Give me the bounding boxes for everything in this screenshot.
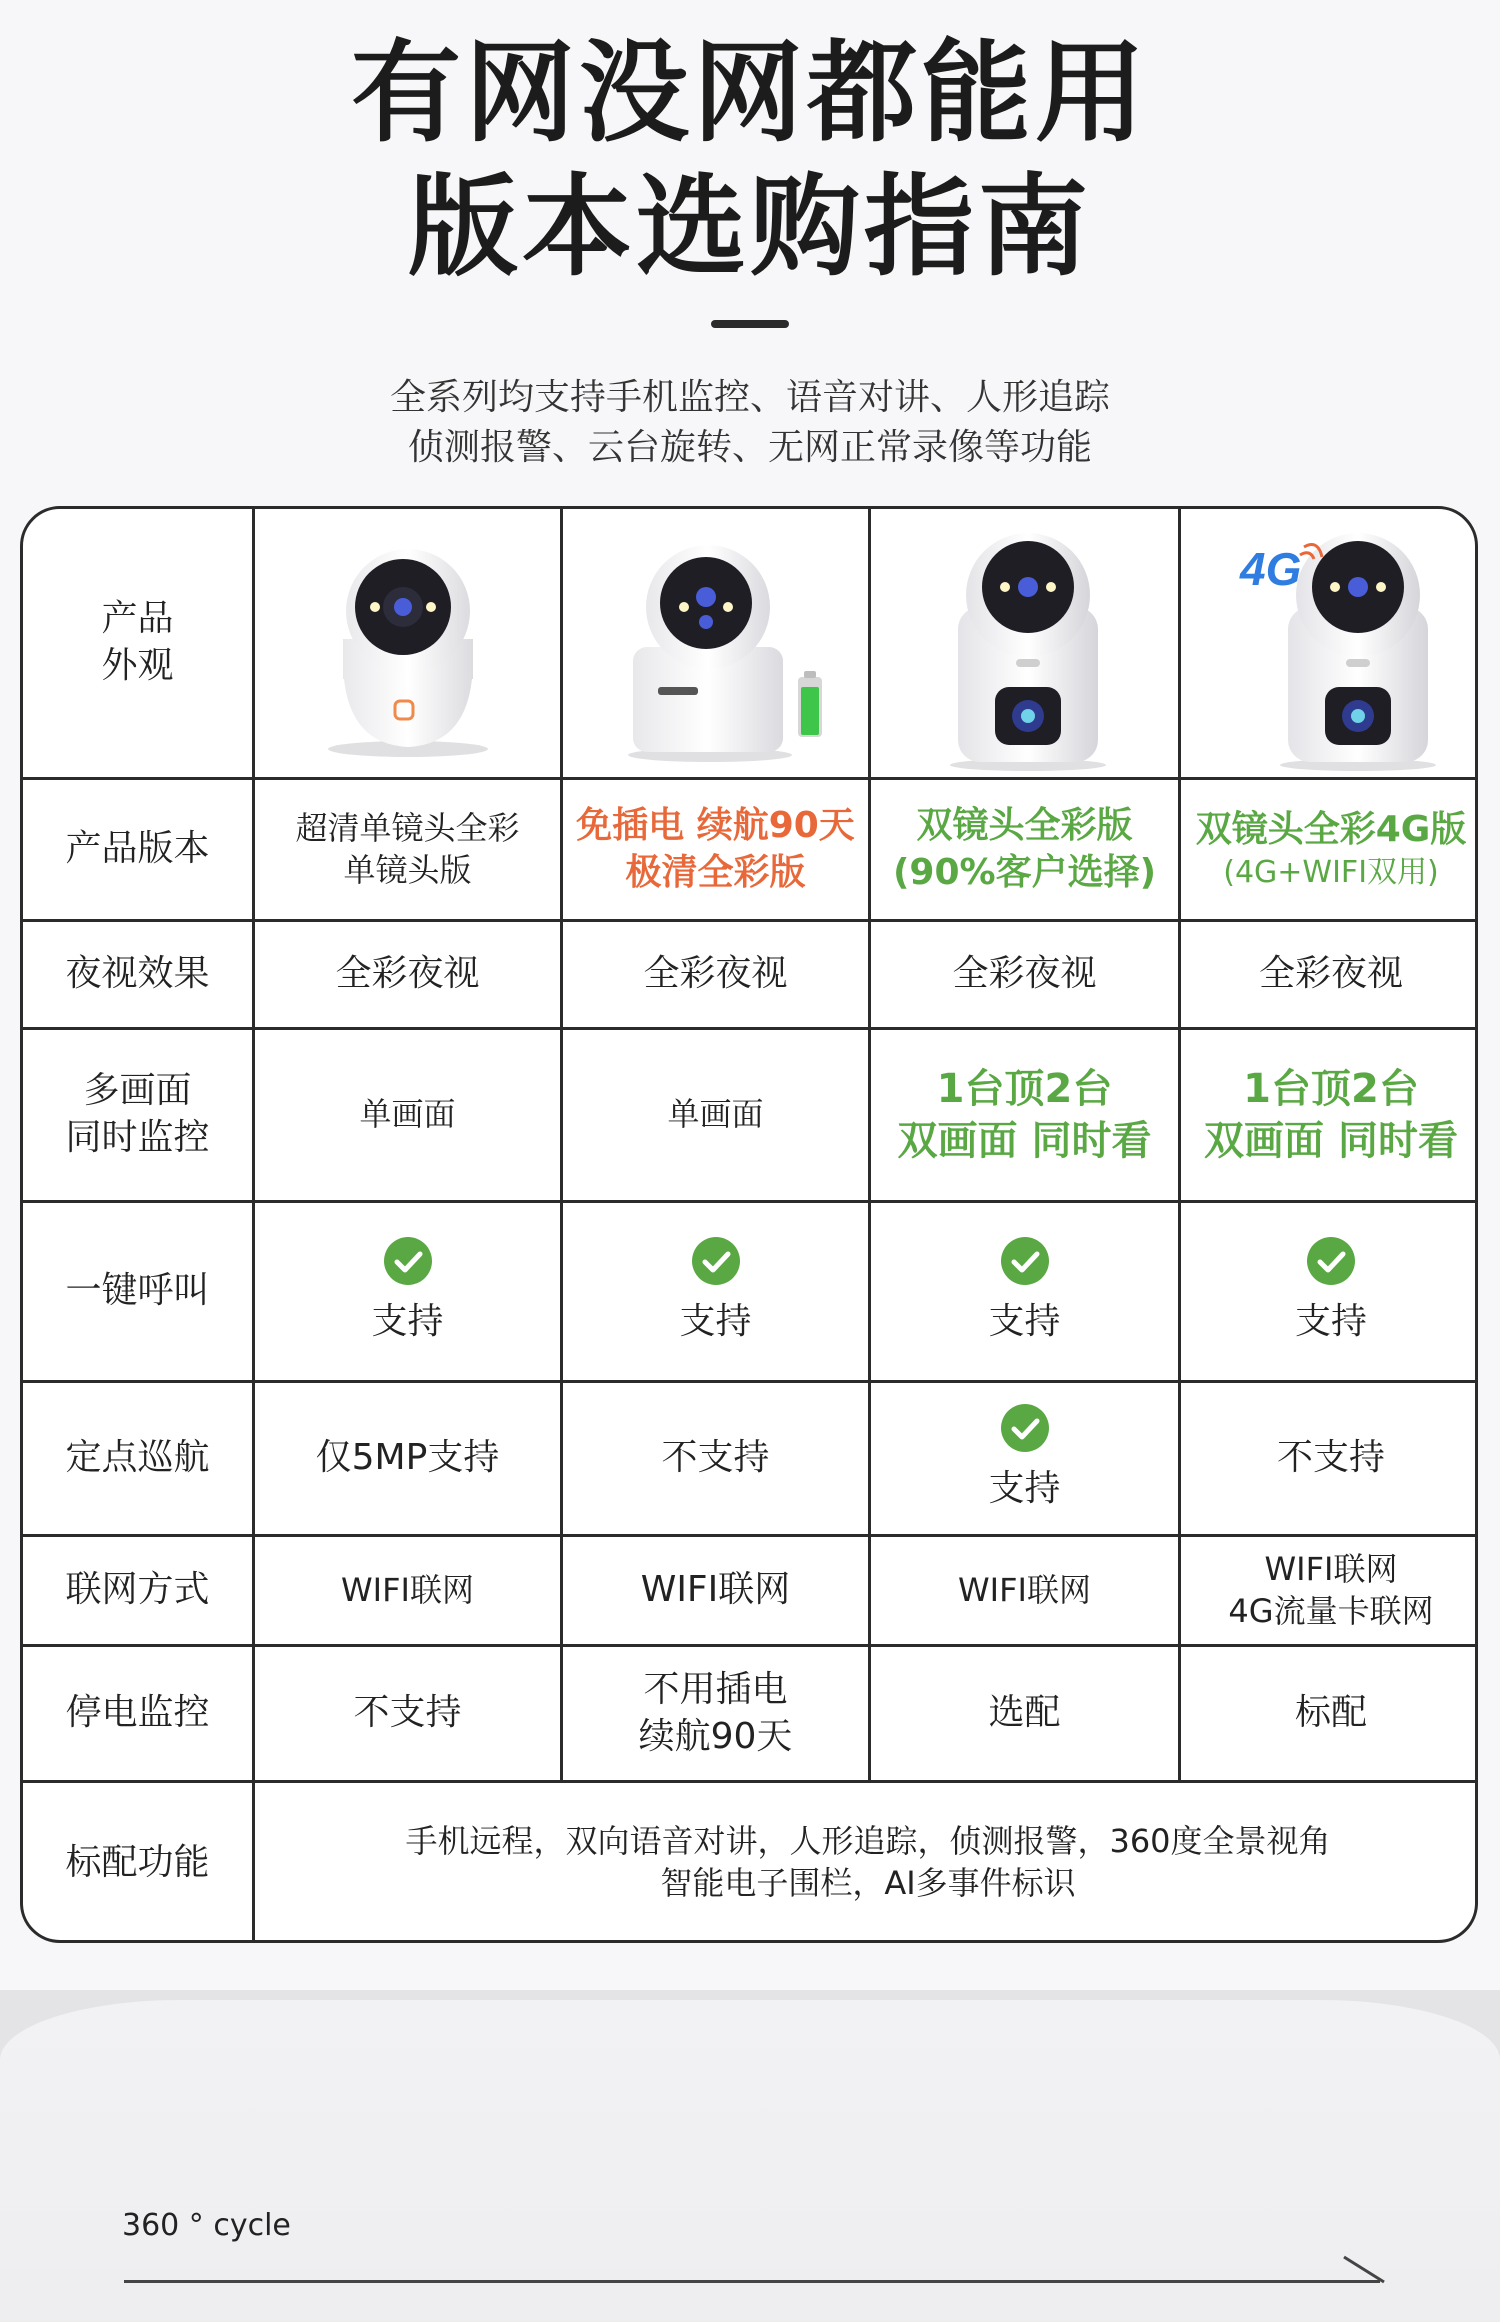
cycle-line (124, 2280, 1380, 2283)
page-title-line1: 有网没网都能用 (351, 29, 1149, 157)
power-text: 不支持 (353, 1692, 462, 1734)
night-cell-3 (871, 922, 1178, 1027)
network-text: WIFI联网 (341, 1570, 474, 1609)
subtitle-line2: 侦测报警、云台旋转、无网正常录像等功能 (407, 427, 1092, 468)
version-cell-3 (871, 780, 1178, 919)
camera-battery-image (618, 537, 838, 762)
page-title-line2: 版本选购指南 (408, 163, 1092, 291)
cruise-cell-2 (563, 1383, 868, 1534)
title-divider (711, 320, 789, 328)
cruise-text: 不支持 (661, 1437, 770, 1479)
power-text: 选配 (988, 1692, 1061, 1734)
power-cell-4 (1181, 1647, 1478, 1780)
row-header-appearance (23, 509, 252, 777)
version-text: 超清单镜头全彩 (295, 808, 520, 847)
call-text: 支持 (371, 1301, 444, 1343)
night-text: 全彩夜视 (952, 953, 1097, 995)
call-cell-3 (871, 1203, 1178, 1380)
check-icon (1001, 1404, 1049, 1452)
network-cell-3 (871, 1537, 1178, 1644)
standard-features-text: 智能电子围栏，AI多事件标识 (660, 1864, 1076, 1902)
version-text: 单镜头版 (343, 850, 472, 889)
call-cell-1 (255, 1203, 560, 1380)
row-header-text: 标配功能 (65, 1841, 210, 1883)
cruise-text: 支持 (988, 1468, 1061, 1510)
network-cell-2 (563, 1537, 868, 1644)
power-text: 标配 (1294, 1692, 1367, 1734)
multi-text: 单画面 (359, 1095, 456, 1134)
row-header-network (23, 1537, 252, 1644)
network-text: WIFI联网 (958, 1570, 1091, 1609)
bottom-card (0, 2000, 1500, 2322)
comparison-table (20, 506, 1478, 1943)
arrow-head-icon (1340, 2255, 1390, 2285)
version-text: 双镜头全彩4G版 (1195, 808, 1467, 850)
row-header-multi (23, 1030, 252, 1200)
row-header-power (23, 1647, 252, 1780)
multi-cell-3 (871, 1030, 1178, 1200)
night-text: 全彩夜视 (1258, 953, 1403, 995)
row-header-text: 联网方式 (65, 1569, 210, 1611)
version-text: 极清全彩版 (625, 851, 806, 893)
network-cell-1 (255, 1537, 560, 1644)
power-text: 续航90天 (638, 1715, 793, 1757)
cycle-label: 360 ° cycle (122, 2208, 291, 2243)
subtitle-line1: 全系列均支持手机监控、语音对讲、人形追踪 (389, 377, 1110, 418)
call-cell-4 (1181, 1203, 1478, 1380)
row-header-standard (23, 1783, 252, 1943)
cruise-cell-3 (871, 1383, 1178, 1534)
multi-text: 1台顶2台 (936, 1066, 1113, 1112)
cruise-text: 不支持 (1276, 1437, 1385, 1479)
network-text: WIFI联网 (640, 1569, 791, 1611)
check-icon (384, 1237, 432, 1285)
multi-cell-1 (255, 1030, 560, 1200)
standard-features-text: 手机远程，双向语音对讲，人形追踪，侦测报警，360度全景视角 (405, 1822, 1331, 1861)
version-text: (90%客户选择) (892, 851, 1157, 893)
network-cell-4 (1181, 1537, 1478, 1644)
check-icon (1001, 1237, 1049, 1285)
row-header-text: 产品 (101, 598, 174, 640)
call-text: 支持 (679, 1301, 752, 1343)
version-text: (4G+WIFI双用) (1223, 855, 1439, 891)
multi-text: 双画面 同时看 (897, 1118, 1152, 1164)
network-text: WIFI联网 (1264, 1549, 1398, 1588)
row-header-cruise (23, 1383, 252, 1534)
power-cell-3 (871, 1647, 1178, 1780)
version-text: 免插电 续航90天 (576, 804, 855, 846)
badge-4g: 4G (1240, 543, 1302, 595)
power-cell-1 (255, 1647, 560, 1780)
night-text: 全彩夜视 (335, 953, 480, 995)
row-header-text: 产品版本 (65, 828, 210, 870)
night-text: 全彩夜视 (643, 953, 788, 995)
multi-text: 1台顶2台 (1243, 1066, 1419, 1112)
row-header-call (23, 1203, 252, 1380)
row-header-text: 同时监控 (65, 1117, 210, 1158)
cruise-text: 仅5MP支持 (315, 1437, 500, 1479)
cruise-cell-1 (255, 1383, 560, 1534)
version-cell-4 (1181, 780, 1478, 919)
row-header-text: 停电监控 (65, 1692, 210, 1734)
multi-cell-4 (1181, 1030, 1478, 1200)
power-cell-2 (563, 1647, 868, 1780)
row-header-text: 夜视效果 (65, 953, 210, 995)
check-icon (692, 1237, 740, 1285)
row-header-text: 外观 (101, 645, 174, 686)
camera-4g-dual-lens-image (1238, 527, 1448, 772)
cruise-cell-4 (1181, 1383, 1478, 1534)
night-cell-1 (255, 922, 560, 1027)
version-cell-2 (563, 780, 868, 919)
night-cell-4 (1181, 922, 1478, 1027)
row-header-text: 多画面 (83, 1070, 192, 1112)
version-cell-1 (255, 780, 560, 919)
multi-cell-2 (563, 1030, 868, 1200)
row-header-night (23, 922, 252, 1027)
version-text: 双镜头全彩版 (916, 804, 1133, 846)
call-cell-2 (563, 1203, 868, 1380)
camera-dual-lens-image (943, 527, 1113, 772)
network-text: 4G流量卡联网 (1228, 1591, 1434, 1630)
multi-text: 单画面 (667, 1095, 764, 1134)
row-header-text: 一键呼叫 (65, 1270, 210, 1312)
row-header-version (23, 780, 252, 919)
row-header-text: 定点巡航 (65, 1437, 210, 1479)
standard-features-cell (255, 1783, 1478, 1943)
night-cell-2 (563, 922, 868, 1027)
check-icon (1307, 1237, 1355, 1285)
power-text: 不用插电 (643, 1668, 788, 1710)
call-text: 支持 (988, 1301, 1061, 1343)
multi-text: 双画面 同时看 (1204, 1118, 1458, 1164)
call-text: 支持 (1294, 1301, 1367, 1343)
camera-single-lens-image (323, 539, 493, 759)
